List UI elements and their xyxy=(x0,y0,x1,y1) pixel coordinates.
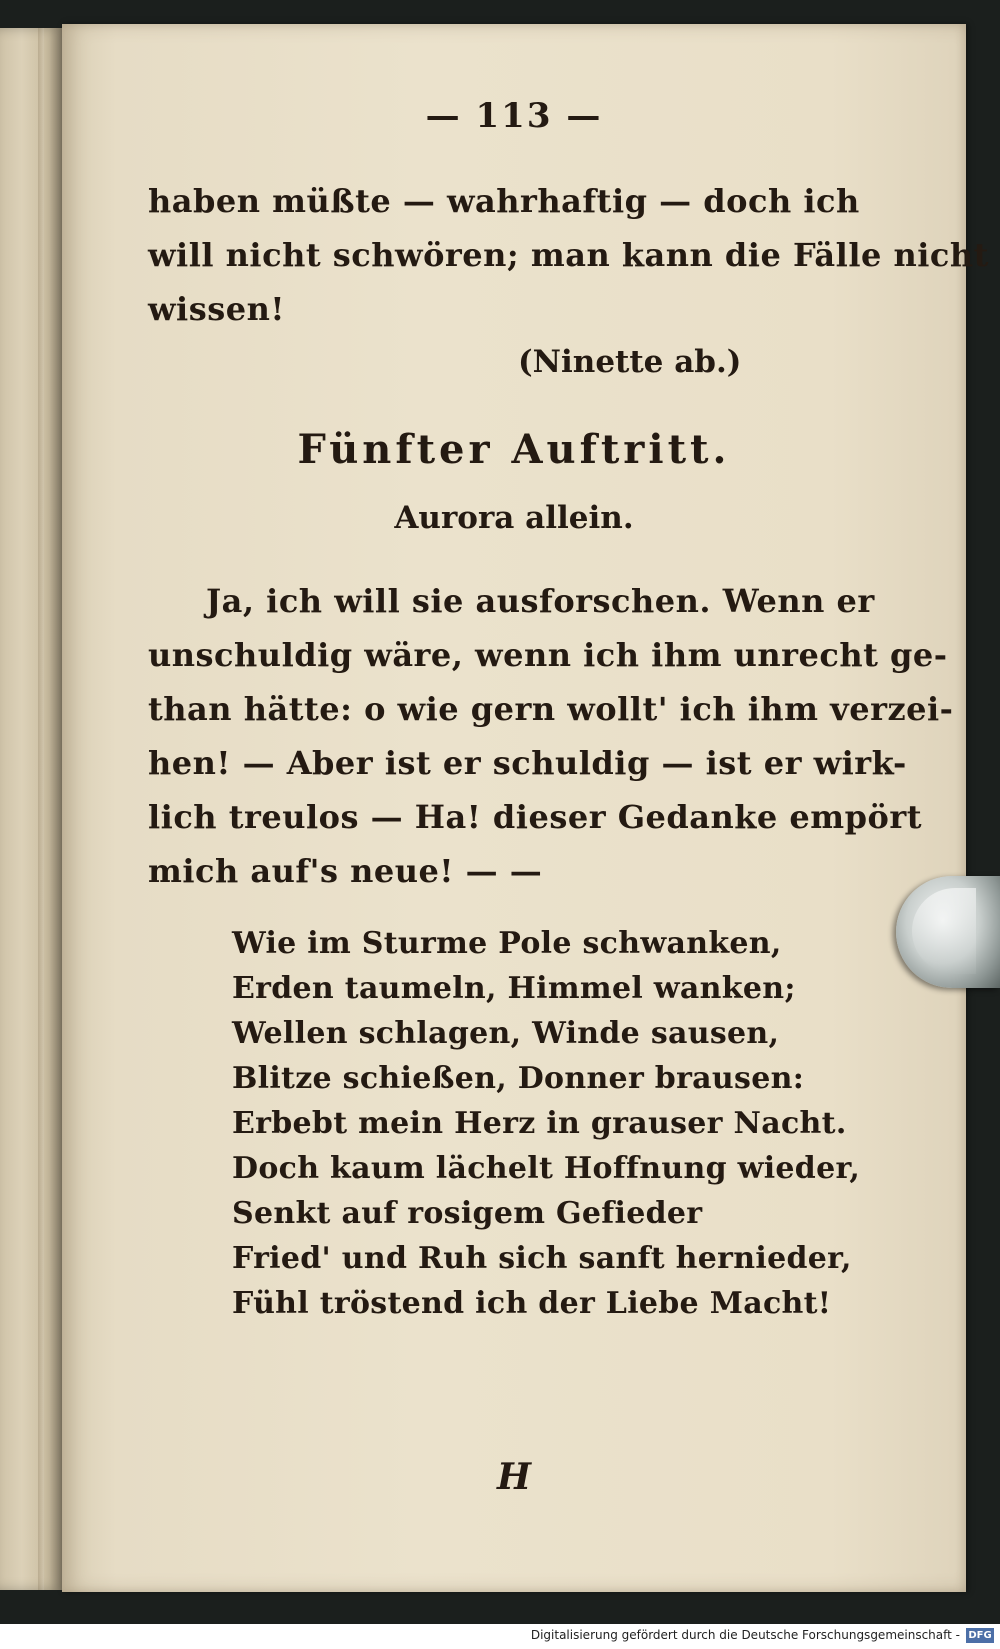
digitization-footer xyxy=(0,1624,1000,1649)
dfg-logo: DFG xyxy=(966,1628,994,1643)
speech-line: mich auf's neue! — — xyxy=(148,852,543,890)
bleed-through-ink xyxy=(746,384,896,410)
prose-line: will nicht schwören; man kann die Fälle nicht xyxy=(148,236,989,274)
book-page xyxy=(62,24,989,1592)
page-clip-highlight xyxy=(912,888,976,974)
facing-page-fold xyxy=(38,28,44,1590)
speech-line: lich treulos — Ha! dieser Gedanke empört xyxy=(148,798,922,836)
speech-line: unschuldig wäre, wenn ich ihm unrecht ge- xyxy=(148,636,948,674)
verse-line: Wie im Sturme Pole schwanken, xyxy=(232,926,782,961)
signature-mark: H xyxy=(496,1456,531,1498)
verse-line: Senkt auf rosigem Gefieder xyxy=(232,1196,703,1231)
verse-line: Blitze schießen, Donner brausen: xyxy=(232,1061,805,1096)
facing-page-edge xyxy=(0,28,62,1590)
scene-character-line: Aurora allein. xyxy=(394,500,634,536)
verse-line: Fühl tröstend ich der Liebe Macht! xyxy=(232,1286,832,1321)
bleed-through-ink xyxy=(746,324,896,350)
prose-line: wissen! xyxy=(148,290,285,328)
scene-heading: Fünfter Auftritt. xyxy=(297,426,731,473)
prose-line: haben müßte — wahrhaftig — doch ich xyxy=(148,182,860,220)
verse-line: Wellen schlagen, Winde sausen, xyxy=(232,1016,780,1051)
page-number: — 113 — xyxy=(425,96,603,136)
funding-credit: Digitalisierung gefördert durch die Deutsche Forschungsgemeinschaft - xyxy=(530,1628,960,1642)
verse-line: Doch kaum lächelt Hoffnung wieder, xyxy=(232,1151,861,1186)
stage-direction: (Ninette ab.) xyxy=(518,344,742,380)
verse-line: Erden taumeln, Himmel wanken; xyxy=(232,971,796,1006)
speech-line: Ja, ich will sie ausforschen. Wenn er xyxy=(206,582,875,620)
page-clip-holder xyxy=(896,876,1000,988)
verse-line: Erbebt mein Herz in grauser Nacht. xyxy=(232,1106,847,1141)
speech-line: hen! — Aber ist er schuldig — ist er wirk- xyxy=(148,744,907,782)
speech-line: than hätte: o wie gern wollt' ich ihm verzei- xyxy=(148,690,954,728)
verse-line: Fried' und Ruh sich sanft hernieder, xyxy=(232,1241,852,1276)
